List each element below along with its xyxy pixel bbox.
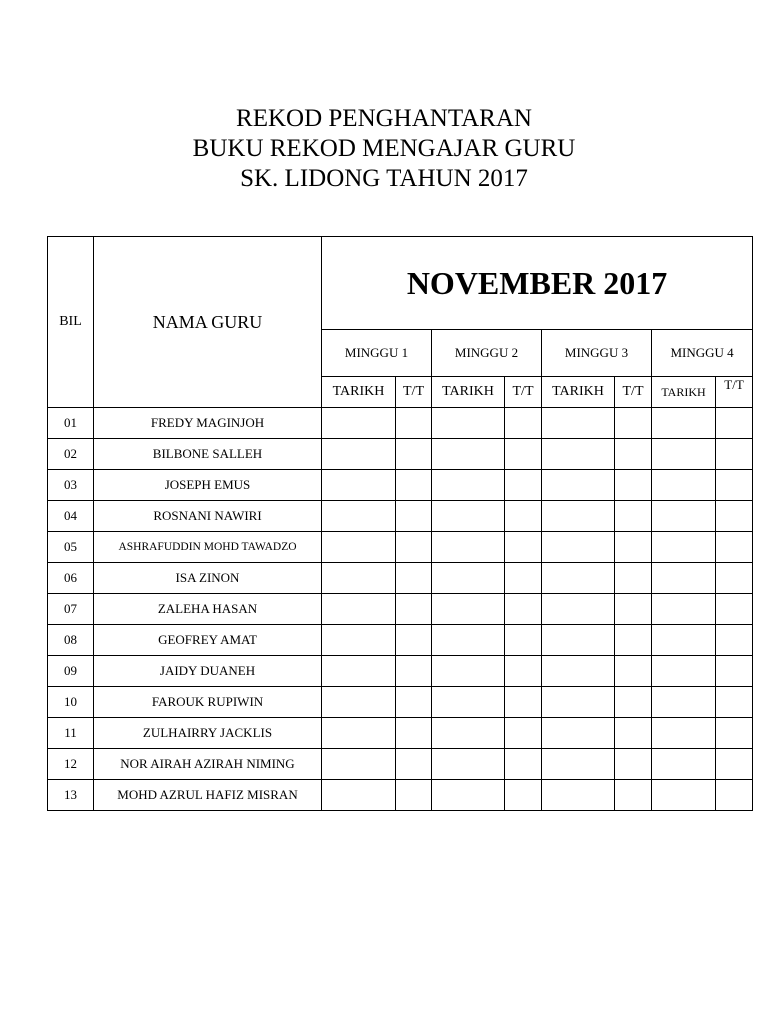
week-3-tt-cell <box>615 625 652 656</box>
week-3-tt-cell <box>615 501 652 532</box>
week-4-tarikh-cell <box>652 780 716 811</box>
week-2-tt-cell <box>505 470 542 501</box>
week-1-tt-cell <box>396 439 432 470</box>
week-1-tt-cell <box>396 780 432 811</box>
week-4-tt-cell <box>716 656 753 687</box>
week-4-tt-cell <box>716 718 753 749</box>
week-2-tarikh-cell <box>432 501 505 532</box>
week-3-tarikh-cell <box>542 749 615 780</box>
week-4-tt-cell <box>716 470 753 501</box>
week-4-tt-cell <box>716 563 753 594</box>
week-4-tt-header: T/T <box>716 377 753 408</box>
week-2-tarikh-cell <box>432 439 505 470</box>
week-2-header: MINGGU 2 <box>432 330 542 377</box>
week-3-tarikh-header: TARIKH <box>542 377 615 408</box>
title-line-2: BUKU REKOD MENGAJAR GURU <box>192 135 576 162</box>
nama-guru-header: NAMA GURU <box>94 237 322 408</box>
table-row <box>48 532 753 563</box>
table-row <box>48 470 753 501</box>
nama-guru-cell: JAIDY DUANEH <box>94 656 322 687</box>
table-row <box>48 439 753 470</box>
table-row <box>48 408 753 439</box>
month-header: NOVEMBER 2017 <box>322 237 753 330</box>
week-2-tt-cell <box>505 594 542 625</box>
bil-cell: 13 <box>48 780 94 811</box>
week-2-tarikh-cell <box>432 718 505 749</box>
week-2-tarikh-cell <box>432 563 505 594</box>
week-4-tt-cell <box>716 532 753 563</box>
nama-guru-cell: JOSEPH EMUS <box>94 470 322 501</box>
table-row <box>48 594 753 625</box>
bil-cell: 09 <box>48 656 94 687</box>
week-2-tt-cell <box>505 780 542 811</box>
week-4-tarikh-cell <box>652 501 716 532</box>
week-2-tarikh-cell <box>432 408 505 439</box>
week-3-tarikh-cell <box>542 656 615 687</box>
week-4-tt-cell <box>716 687 753 718</box>
week-1-tarikh-cell <box>322 656 396 687</box>
week-2-tt-cell <box>505 563 542 594</box>
bil-cell: 12 <box>48 749 94 780</box>
week-2-tt-cell <box>505 656 542 687</box>
week-1-tt-cell <box>396 470 432 501</box>
week-1-tarikh-cell <box>322 501 396 532</box>
bil-cell: 06 <box>48 563 94 594</box>
week-4-header: MINGGU 4 <box>652 330 753 377</box>
bil-cell: 11 <box>48 718 94 749</box>
week-3-tt-cell <box>615 656 652 687</box>
week-2-tarikh-cell <box>432 687 505 718</box>
week-4-tt-cell <box>716 594 753 625</box>
week-2-tt-cell <box>505 501 542 532</box>
bil-cell: 05 <box>48 532 94 563</box>
week-4-tarikh-cell <box>652 749 716 780</box>
week-3-tarikh-cell <box>542 532 615 563</box>
week-3-tarikh-cell <box>542 408 615 439</box>
week-1-tarikh-cell <box>322 532 396 563</box>
bil-cell: 03 <box>48 470 94 501</box>
bil-cell: 04 <box>48 501 94 532</box>
week-3-tarikh-cell <box>542 687 615 718</box>
week-3-tarikh-cell <box>542 501 615 532</box>
nama-guru-cell: MOHD AZRUL HAFIZ MISRAN <box>94 780 322 811</box>
week-3-tt-cell <box>615 563 652 594</box>
table-row <box>48 656 753 687</box>
week-1-header: MINGGU 1 <box>322 330 432 377</box>
table-row <box>48 780 753 811</box>
week-2-tt-cell <box>505 687 542 718</box>
week-1-tt-cell <box>396 656 432 687</box>
nama-guru-cell: ISA ZINON <box>94 563 322 594</box>
week-3-tt-cell <box>615 408 652 439</box>
week-2-tt-header: T/T <box>505 377 542 408</box>
week-3-tarikh-cell <box>542 718 615 749</box>
bil-header: BIL <box>48 237 94 408</box>
week-2-tt-cell <box>505 718 542 749</box>
table-row <box>48 563 753 594</box>
week-1-tt-cell <box>396 687 432 718</box>
week-4-tarikh-cell <box>652 408 716 439</box>
week-4-tt-cell <box>716 439 753 470</box>
week-1-tarikh-cell <box>322 594 396 625</box>
week-3-tarikh-cell <box>542 470 615 501</box>
week-3-tt-cell <box>615 439 652 470</box>
week-2-tt-cell <box>505 439 542 470</box>
week-3-tarikh-cell <box>542 780 615 811</box>
bil-cell: 10 <box>48 687 94 718</box>
title-line-3: SK. LIDONG TAHUN 2017 <box>240 165 528 192</box>
week-4-tarikh-cell <box>652 532 716 563</box>
week-2-tarikh-header: TARIKH <box>432 377 505 408</box>
week-2-tarikh-cell <box>432 749 505 780</box>
week-2-tt-cell <box>505 532 542 563</box>
week-3-tt-header: T/T <box>615 377 652 408</box>
week-4-tarikh-cell <box>652 439 716 470</box>
week-1-tt-cell <box>396 532 432 563</box>
week-1-tarikh-cell <box>322 749 396 780</box>
table-row <box>48 625 753 656</box>
week-3-tarikh-cell <box>542 563 615 594</box>
week-3-tt-cell <box>615 718 652 749</box>
week-4-tt-cell <box>716 501 753 532</box>
week-4-tt-cell <box>716 625 753 656</box>
week-1-tarikh-header: TARIKH <box>322 377 396 408</box>
week-1-tarikh-cell <box>322 687 396 718</box>
week-1-tarikh-cell <box>322 439 396 470</box>
bil-cell: 08 <box>48 625 94 656</box>
week-4-tarikh-header: TARIKH <box>652 377 716 408</box>
week-3-tarikh-cell <box>542 625 615 656</box>
week-3-tarikh-cell <box>542 594 615 625</box>
week-1-tarikh-cell <box>322 780 396 811</box>
week-1-tt-cell <box>396 501 432 532</box>
nama-guru-cell: ZALEHA HASAN <box>94 594 322 625</box>
week-3-tt-cell <box>615 749 652 780</box>
table-row <box>48 687 753 718</box>
nama-guru-cell: ASHRAFUDDIN MOHD TAWADZO <box>94 532 322 563</box>
week-2-tt-cell <box>505 408 542 439</box>
week-3-tt-cell <box>615 780 652 811</box>
week-3-tarikh-cell <box>542 439 615 470</box>
week-2-tt-cell <box>505 749 542 780</box>
week-4-tarikh-cell <box>652 625 716 656</box>
week-4-tt-cell <box>716 780 753 811</box>
nama-guru-cell: ROSNANI NAWIRI <box>94 501 322 532</box>
week-4-tarikh-cell <box>652 594 716 625</box>
week-4-tarikh-cell <box>652 718 716 749</box>
nama-guru-cell: FREDY MAGINJOH <box>94 408 322 439</box>
week-1-tt-cell <box>396 625 432 656</box>
week-2-tarikh-cell <box>432 594 505 625</box>
week-1-tt-header: T/T <box>396 377 432 408</box>
week-1-tarikh-cell <box>322 563 396 594</box>
week-1-tarikh-cell <box>322 718 396 749</box>
week-1-tt-cell <box>396 594 432 625</box>
record-table <box>47 236 753 811</box>
week-2-tt-cell <box>505 625 542 656</box>
table-row <box>48 749 753 780</box>
bil-cell: 02 <box>48 439 94 470</box>
week-2-tarikh-cell <box>432 532 505 563</box>
week-2-tarikh-cell <box>432 656 505 687</box>
week-2-tarikh-cell <box>432 780 505 811</box>
week-2-tarikh-cell <box>432 625 505 656</box>
week-1-tarikh-cell <box>322 408 396 439</box>
week-4-tt-cell <box>716 749 753 780</box>
week-1-tt-cell <box>396 749 432 780</box>
table-row <box>48 501 753 532</box>
week-3-header: MINGGU 3 <box>542 330 652 377</box>
week-1-tt-cell <box>396 408 432 439</box>
week-4-tarikh-cell <box>652 656 716 687</box>
nama-guru-cell: BILBONE SALLEH <box>94 439 322 470</box>
nama-guru-cell: NOR AIRAH AZIRAH NIMING <box>94 749 322 780</box>
title-line-1: REKOD PENGHANTARAN <box>236 105 532 132</box>
week-3-tt-cell <box>615 594 652 625</box>
week-1-tarikh-cell <box>322 470 396 501</box>
bil-cell: 07 <box>48 594 94 625</box>
week-3-tt-cell <box>615 470 652 501</box>
nama-guru-cell: FAROUK RUPIWIN <box>94 687 322 718</box>
week-3-tt-cell <box>615 532 652 563</box>
document-title <box>0 104 768 194</box>
nama-guru-cell: GEOFREY AMAT <box>94 625 322 656</box>
week-1-tt-cell <box>396 718 432 749</box>
week-4-tarikh-cell <box>652 687 716 718</box>
week-1-tarikh-cell <box>322 625 396 656</box>
nama-guru-cell: ZULHAIRRY JACKLIS <box>94 718 322 749</box>
week-4-tarikh-cell <box>652 470 716 501</box>
table-row <box>48 718 753 749</box>
week-2-tarikh-cell <box>432 470 505 501</box>
week-4-tarikh-cell <box>652 563 716 594</box>
week-4-tt-cell <box>716 408 753 439</box>
bil-cell: 01 <box>48 408 94 439</box>
week-1-tt-cell <box>396 563 432 594</box>
week-3-tt-cell <box>615 687 652 718</box>
